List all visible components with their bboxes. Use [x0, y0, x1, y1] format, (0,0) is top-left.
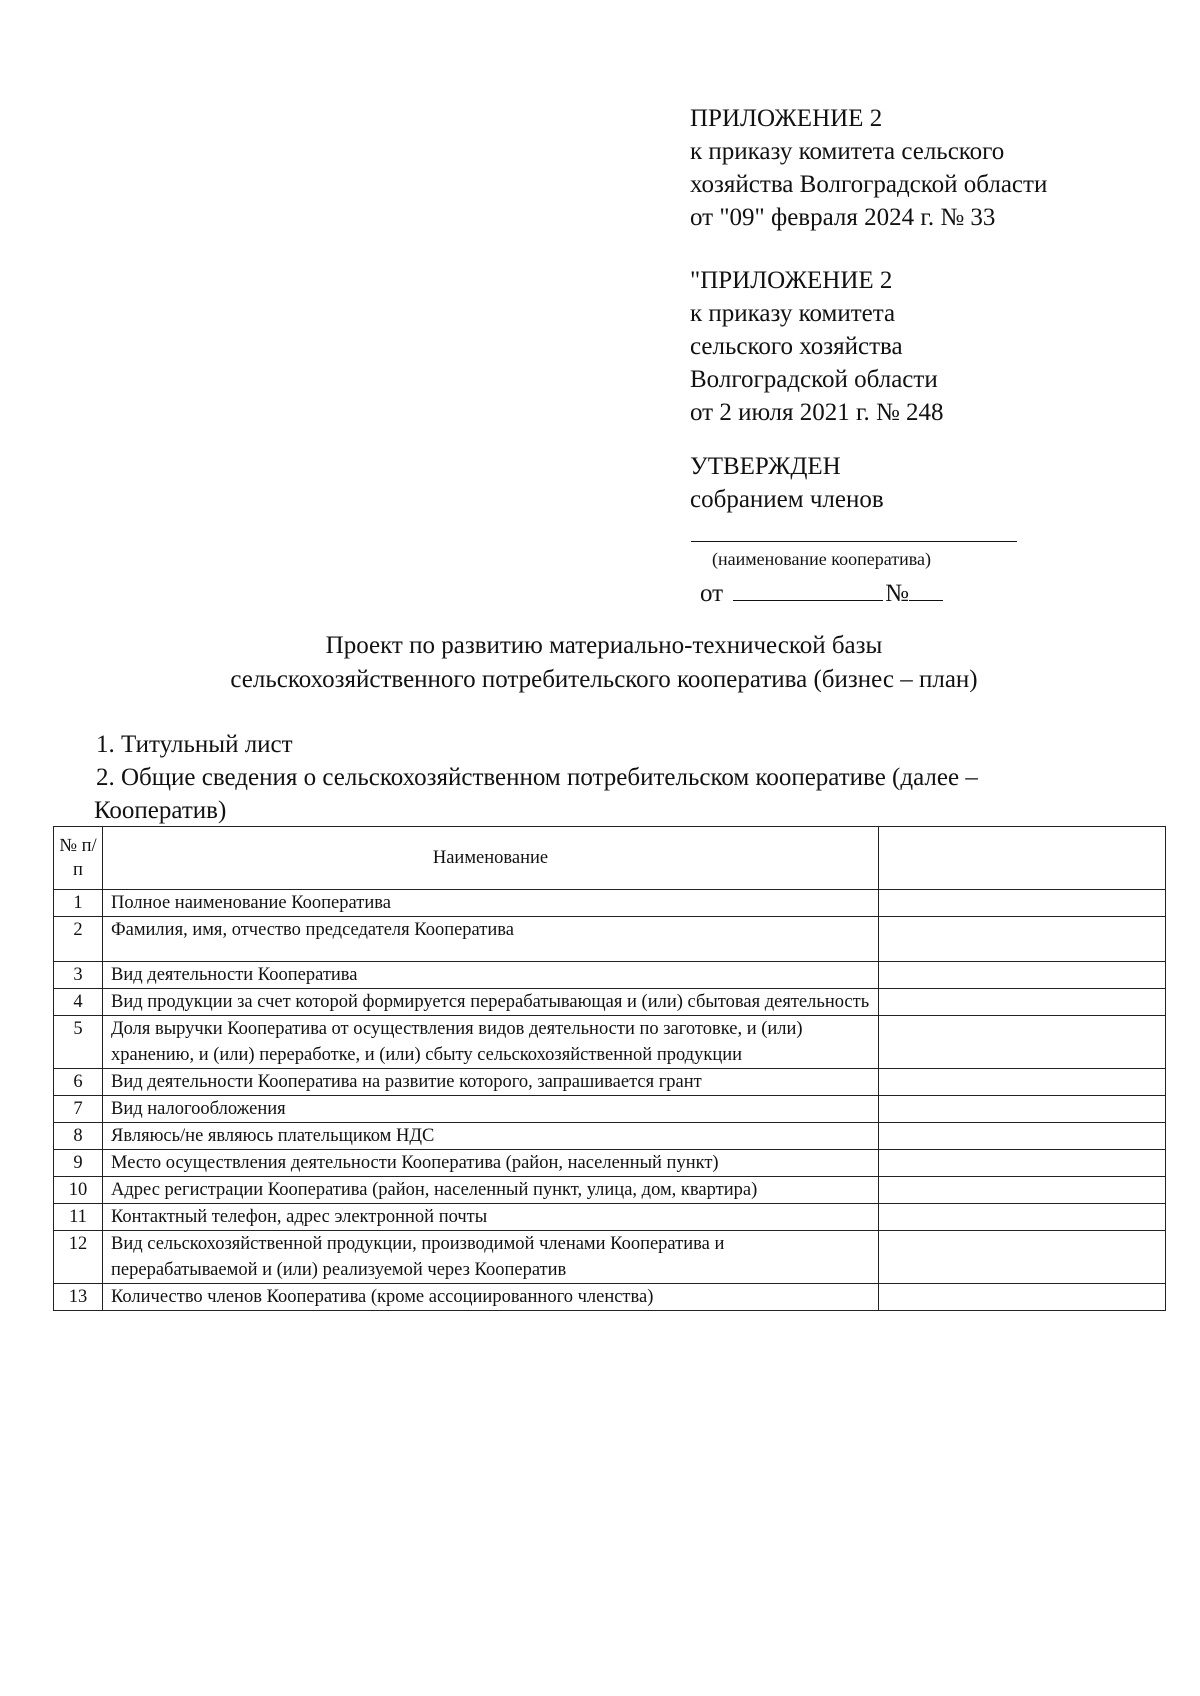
appendix-original-header	[690, 264, 944, 429]
table-header-row	[54, 827, 1166, 890]
row-value-cell[interactable]	[879, 1204, 1166, 1231]
date-blank	[733, 574, 883, 601]
row-value-cell[interactable]	[879, 917, 1166, 962]
row-num: 8	[54, 1123, 103, 1150]
row-num: 10	[54, 1177, 103, 1204]
table-row	[54, 1016, 1166, 1069]
row-num: 11	[54, 1204, 103, 1231]
appendix-original-line: сельского хозяйства	[690, 333, 903, 360]
row-num: 4	[54, 989, 103, 1016]
row-value-cell[interactable]	[879, 1177, 1166, 1204]
table-row	[54, 1177, 1166, 1204]
row-num: 2	[54, 917, 103, 962]
appendix-original-line: Волгоградской области	[690, 366, 938, 393]
row-num: 9	[54, 1150, 103, 1177]
table-row	[54, 1204, 1166, 1231]
section-item-title-page: 1. Титульный лист	[96, 731, 293, 758]
section-item-general-info-cont: Кооператив)	[94, 797, 227, 824]
approval-block	[690, 450, 884, 516]
appendix-original-line: к приказу комитета	[690, 300, 896, 327]
row-value-cell[interactable]	[879, 962, 1166, 989]
row-num: 13	[54, 1284, 103, 1311]
table-row	[54, 917, 1166, 962]
row-name: Вид налогообложения	[103, 1096, 879, 1123]
table-row	[54, 1150, 1166, 1177]
appendix-current-line: от "09" февраля 2024 г. № 33	[690, 204, 996, 231]
number-sign: №	[885, 580, 909, 607]
header-num: № п/п	[54, 827, 103, 890]
project-title	[0, 629, 1200, 697]
appendix-current-line: хозяйства Волгоградской области	[690, 171, 1048, 198]
row-name: Вид сельскохозяйственной продукции, производимой членами Кооператива и перерабатываемой и (или) реализуемой через Кооператив	[103, 1231, 879, 1284]
row-value-cell[interactable]	[879, 890, 1166, 917]
row-value-cell[interactable]	[879, 1231, 1166, 1284]
row-num: 5	[54, 1016, 103, 1069]
date-prefix: от	[700, 580, 724, 607]
row-name: Вид деятельности Кооператива	[103, 962, 879, 989]
appendix-original-line: "ПРИЛОЖЕНИЕ 2	[690, 267, 893, 294]
approval-subtitle: собранием членов	[690, 486, 884, 513]
table-row	[54, 989, 1166, 1016]
table-row	[54, 1096, 1166, 1123]
table-row	[54, 1284, 1166, 1311]
appendix-current-line: к приказу комитета сельского	[690, 138, 1005, 165]
header-name: Наименование	[103, 827, 879, 890]
cooperative-name-line	[691, 541, 1017, 542]
row-value-cell[interactable]	[879, 1016, 1166, 1069]
table-row	[54, 890, 1166, 917]
project-title-line: Проект по развитию материально-технической базы	[325, 632, 883, 659]
appendix-current-line: ПРИЛОЖЕНИЕ 2	[690, 105, 883, 132]
row-name: Место осуществления деятельности Кооператива (район, населенный пункт)	[103, 1150, 879, 1177]
table-row	[54, 1069, 1166, 1096]
project-title-line: сельскохозяйственного потребительского кооператива (бизнес – план)	[230, 666, 978, 693]
row-num: 7	[54, 1096, 103, 1123]
row-value-cell[interactable]	[879, 1123, 1166, 1150]
table-row	[54, 962, 1166, 989]
row-num: 12	[54, 1231, 103, 1284]
section-item-general-info: 2. Общие сведения о сельскохозяйственном потребительском кооперативе (далее –	[96, 764, 978, 791]
row-value-cell[interactable]	[879, 1069, 1166, 1096]
table-row	[54, 1123, 1166, 1150]
approval-title: УТВЕРЖДЕН	[690, 453, 841, 480]
row-name: Вид деятельности Кооператива на развитие которого, запрашивается грант	[103, 1069, 879, 1096]
section-list	[96, 728, 978, 827]
row-name: Доля выручки Кооператива от осуществления видов деятельности по заготовке, и (или) хранению, и (или) переработке, и (или) сбыту сельскохозяйственной продукции	[103, 1016, 879, 1069]
row-value-cell[interactable]	[879, 989, 1166, 1016]
row-name: Полное наименование Кооператива	[103, 890, 879, 917]
row-value-cell[interactable]	[879, 1150, 1166, 1177]
row-value-cell[interactable]	[879, 1284, 1166, 1311]
row-name: Контактный телефон, адрес электронной почты	[103, 1204, 879, 1231]
row-num: 6	[54, 1069, 103, 1096]
appendix-original-line: от 2 июля 2021 г. № 248	[690, 399, 944, 426]
row-name: Фамилия, имя, отчество председателя Кооператива	[103, 917, 879, 962]
row-name: Адрес регистрации Кооператива (район, населенный пункт, улица, дом, квартира)	[103, 1177, 879, 1204]
number-blank	[909, 574, 943, 601]
cooperative-name-caption: (наименование кооператива)	[712, 549, 931, 569]
row-num: 1	[54, 890, 103, 917]
row-num: 3	[54, 962, 103, 989]
appendix-current-header	[690, 102, 1047, 234]
cooperative-info-table	[53, 826, 1166, 1311]
row-name: Количество членов Кооператива (кроме ассоциированного членства)	[103, 1284, 879, 1311]
header-value	[879, 827, 1166, 890]
table-row	[54, 1231, 1166, 1284]
row-value-cell[interactable]	[879, 1096, 1166, 1123]
row-name: Вид продукции за счет которой формируется перерабатывающая и (или) сбытовая деятельность	[103, 989, 879, 1016]
row-name: Являюсь/не являюсь плательщиком НДС	[103, 1123, 879, 1150]
approval-date-line	[700, 574, 943, 608]
